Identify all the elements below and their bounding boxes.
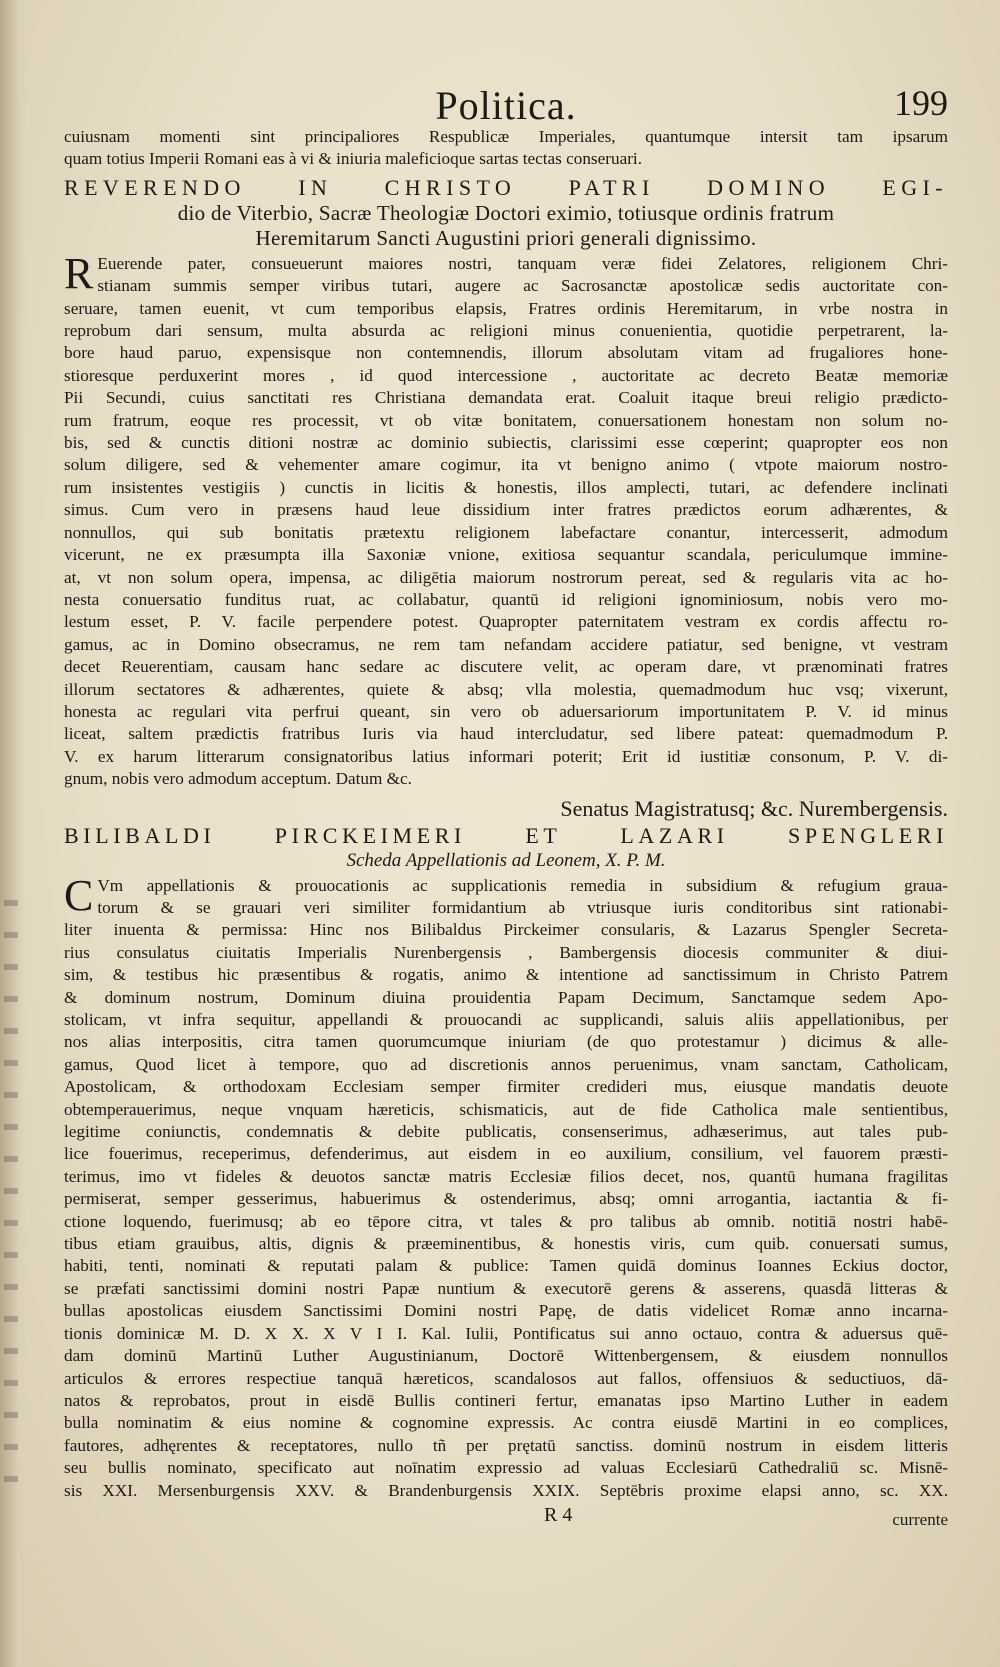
text-line: sis XXI. Mersenburgensis XXV. & Brandenburgensis XXIX. Septēbris proxime elapsi anno, sc. XX. [64,1480,948,1500]
text-line: obtemperauerimus, neque vnquam hæreticis, schismaticis, aut de fide Catholica male sentientibus, [64,1099,948,1119]
intro-paragraph [64,126,948,171]
page-content [64,82,948,1530]
text-line: torum & se grauari veri similiter formidantium ab vtriusque iuris conditoribus sint rationabi- [97,897,948,917]
text-line: natos & reprobatos, prout in eisdē Bullis contineri fertur, emanatas ipso Martino Luther in eadem [64,1390,948,1410]
text-line: stianam summis semper viribus tutari, augere ac Sacrosanctæ apostolicæ sedis auctoritate con- [97,276,948,296]
text-line: tionis dominicæ M. D. X X. X V I I. Kal. Iulii, Pontificatus sui anno octauo, contra & aduersus quē- [64,1323,948,1343]
text-line: tibus etiam grauibus, altis, dignis & præeminentibus, & honestis viris, cum quib. conuersati sumus, [64,1234,948,1254]
text-line: fautores, adhęrentes & receptatores, nullo tñ per prętatū sanctiss. dominū nostrum in eisdem litteris [64,1435,948,1455]
letter-signature: Senatus Magistratusq; &c. Nurembergensis. [560,795,948,821]
text-line: illorum sectatores & adhærentes, quiete & absq; vlla molestia, quemadmodum huc vsq; vixerunt, [64,679,948,699]
text-line: gamus, ac in Domino obsecramus, ne rem tam nefandam accidere patiatur, sed benigne, vt vestram [64,634,948,654]
text-line: at, vt non solum opera, impensa, ac diligētia maiorum nostrorum pereat, sed & regularis vita ac ho- [64,567,948,587]
letter-body [64,248,948,791]
text-line: lestum esset, P. V. facile perpendere potest. Quapropter paternitatem vestram ex cordis affectu ro- [64,612,948,632]
text-line: dam dominū Martinū Luther Augustinianum, Doctorē Wittenbergensem, & eiusdem nonnullos [64,1346,948,1366]
text-line: decet Reuerentiam, causam hanc sedare ac discutere velit, ac operam dare, vt prænominati fratres [64,657,948,677]
catchword: currente [892,1509,948,1529]
text-line: ctione loquendo, fuerimusq; ab eo tēpore citra, vt tales & pro talibus ab omnib. notitiā nostri habē- [64,1211,948,1231]
text-line: gnum, nobis vero admodum acceptum. Datum &c. [64,769,412,789]
text-line: nesta conuersatio funditus ruat, ac collabatur, quantū id religioni ignominiosum, nobis vero mo- [64,589,948,609]
text-line: permiserat, semper gesserimus, habuerimus & ostenderimus, absq; omni arrogantia, iactantia & fi- [64,1189,948,1209]
text-line: V. ex harum litterarum consignatoribus latius informari poterit; Erit id iustitiæ consonum, P. V. di- [64,746,948,766]
letter-heading-line: Heremitarum Sancti Augustini priori generali dignissimo. [255,225,757,250]
appeal-subheading: Scheda Appellationis ad Leonem, X. P. M. [346,849,666,871]
text-line: nos alias interpositis, citra tamen quorumcumque iniuriam (de quo protestamur ) dicimus & alle- [64,1032,948,1052]
text-line: & dominum nostrum, Dominum diuina prouidentia Papam Decimum, Sanctamque sedem Apo- [64,987,948,1007]
drop-cap: C [64,870,94,920]
drop-cap: R [64,248,94,298]
text-line: rum insistentes vestigiis ) cunctis in licitis & honestis, illos amplecti, tutari, ac defendere inclinati [64,477,948,497]
text-line: bulla nominatim & eius nomine & cognomine expressis. Ac contra eiusdē Martini in eo complices, [64,1413,948,1433]
text-line: quam totius Imperii Romani eas à vi & iniuria maleficioque sartas tectas conseruari. [64,149,642,169]
text-line: nonnullos, qui sub bonitatis prætextu religionem labefactare conantur, intercesserit, admodum [64,522,948,542]
text-line: honesta ac regulari vita perfrui queant, sin vero ob aduersariorum importunitatem P. V. id minus [64,701,948,721]
text-line: gamus, Quod licet à tempore, quo ad discretionis annos peruenimus, vnam sanctam, Catholicam, [64,1054,948,1074]
appeal-document [64,823,948,1502]
text-line: liter inuenta & permissa: Hinc nos Bilibaldus Pirckeimer consularis, & Lazarus Spengler Secreta- [64,920,948,940]
page-number: 199 [894,83,948,123]
text-line: stioresque perduxerint mores , id quod intercessione , auctoritate ac decreto Beatæ memoriæ [64,365,948,385]
text-line: se præfati sanctissimi domini nostri Papæ nuntium & executorē gerens & asserens, quasdā litteras & [64,1278,948,1298]
text-line: habiti, tenti, nominati & reputati palam & publice: Tamen quidā dominus Ioannes Eckius doctor, [64,1256,948,1276]
text-line: lice fouerimus, receperimus, defenderimus, aut eisdem in eo auxilium, consilium, vel fauorem præsti- [64,1144,948,1164]
bleed-through-marks [4,900,18,1500]
text-line: reprobum dari sensum, multa absurda ac religioni minus conuenientia, quotidie perpetrarent, la- [64,321,948,341]
text-line: bis, sed & cunctis ditioni nostræ ac dominio subiectis, clarissimi esse cœperint; quapropter eos non [64,433,948,453]
appeal-body [64,870,948,1502]
text-line: rius consulatus ciuitatis Imperialis Nurenbergensis , Bambergensis diocesis communiter & diui- [64,942,948,962]
running-title: Politica. [435,83,577,128]
letter-heading-caps: REVERENDO IN CHRISTO PATRI DOMINO EGI- [64,174,948,200]
text-line: seu bullis nominato, specificato aut noīnatim expressio ad valuas Ecclesiarū Cathedraliū sc. Misnē- [64,1458,948,1478]
text-line: articulos & errores respectiue tanquā hæreticos, scandalosos aut fallos, offensiuos & seductiuos, dā- [64,1368,948,1388]
text-line: simus. Cum vero in præsens haud leue dissidium inter fratres prædictos eorum adhærentes, & [64,500,948,520]
text-line: cuiusnam momenti sint principaliores Respublicæ Imperiales, quantumque intersit tam ipsarum [64,127,948,146]
signature-mark: R 4 [544,1503,573,1526]
appeal-heading: BILIBALDI PIRCKEIMERI ET LAZARI SPENGLERI [64,822,948,848]
text-line: bullas apostolicas eiusdem Sanctissimi Domini nostri Papę, de datis videlicet Romæ anno incarna- [64,1301,948,1321]
text-line: Vm appellationis & prouocationis ac supplicationis remedia in subsidium & refugium graua- [97,875,948,895]
text-line: solum diligere, sed & vehementer amare cogimur, ita vt benigno animo ( vtpote maiorum nostro- [64,455,948,475]
text-line: bore haud paruo, expensisque non contemnendis, illorum absolutam vitam ad frugaliores hone- [64,343,948,363]
text-line: liceat, saltem prædictis fratribus Iuris via haud intercludatur, sed libere pateat: quemadmodum P. [64,724,948,744]
letter-egidio [64,175,948,823]
text-line: Pii Secundi, cuius sanctitati res Christiana demandata erat. Coaluit itaque breui religio prædicto- [64,388,948,408]
text-line: Euerende pater, consueuerunt maiores nostri, tanquam veræ fidei Zelatores, religionem Chri- [97,253,948,273]
letter-heading-line: dio de Viterbio, Sacræ Theologiæ Doctori eximio, totiusque ordinis fratrum [177,200,835,225]
running-head [64,82,948,126]
text-line: Apostolicam, & orthodoxam Ecclesiam semper firmiter credideri mus, eiusque mandatis deuote [64,1077,948,1097]
text-line: rum fratrum, eoque res processit, vt ob vitæ bonitatem, conuersationem honestam non solum no- [64,410,948,430]
text-line: sim, & testibus hic præsentibus & rogatis, animo & intentione ad sanctissimum in Christo Patrem [64,965,948,985]
page-footer [64,1504,948,1530]
text-line: seruare, tamen euenit, vt cum temporibus elapsis, Fratres ordinis Heremitarum, in vrbe nostra in [64,298,948,318]
text-line: legitime coniunctis, condemnatis & debite publicatis, consenserimus, adhæserimus, aut tales pub- [64,1122,948,1142]
text-line: vicerunt, ne ex præsumpta illa Saxoniæ vnione, exitiosa sequantur scandala, periculumque immine- [64,545,948,565]
text-line: stolicam, vt infra sequitur, appellandi & prouocandi ac supplicandi, saluis aliis appellationibus, per [64,1010,948,1029]
text-line: terimus, imo vt fideles & deuotos sanctæ matris Ecclesiæ filios decet, nos, quantū humana fragilitas [64,1166,948,1186]
